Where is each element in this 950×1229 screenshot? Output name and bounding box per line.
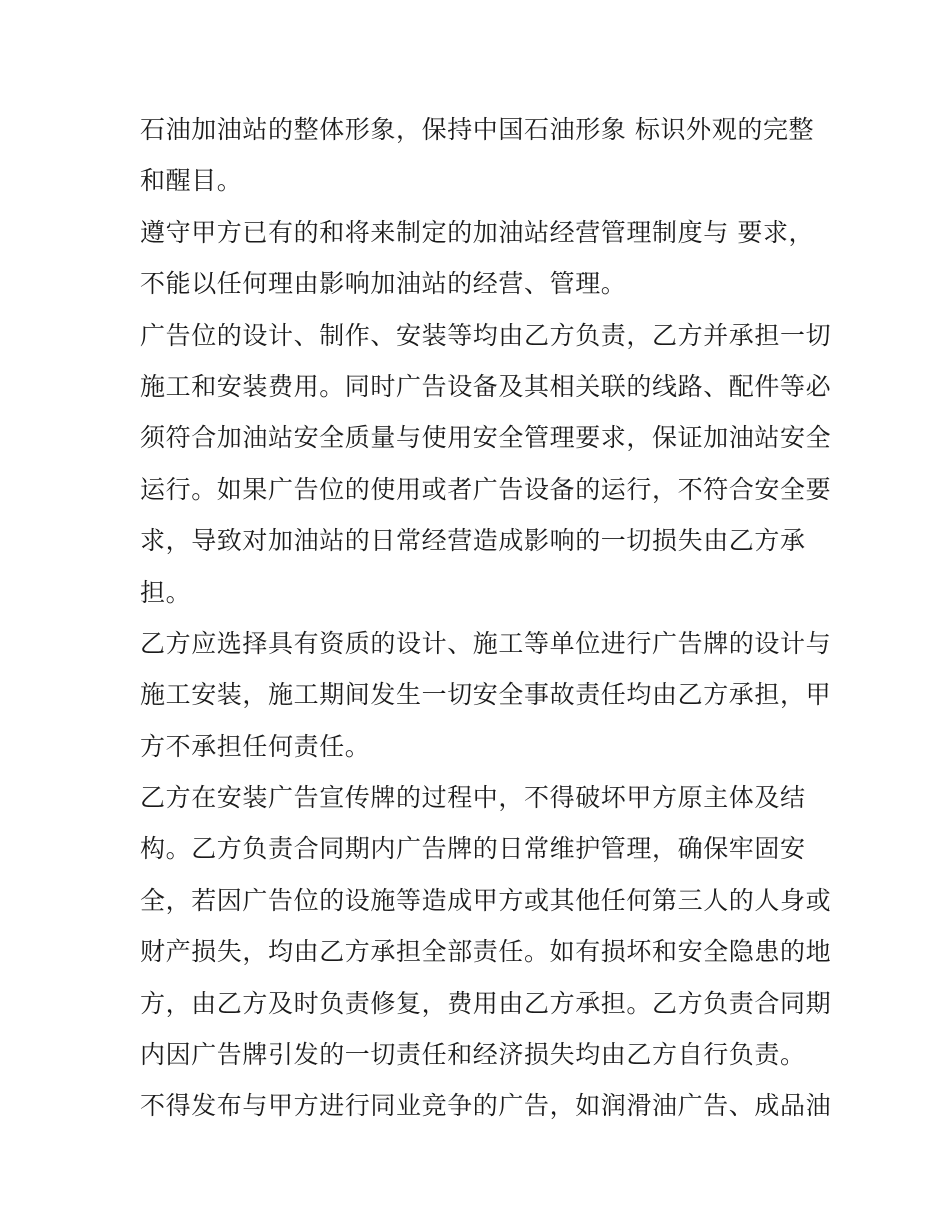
text-line: 须符合加油站安全质量与使用安全管理要求，保证加油站安全	[140, 423, 832, 453]
text-line: 广告位的设计、制作、安装等均由乙方负责，乙方并承担一切	[140, 320, 832, 350]
text-line: 乙方在安装广告宣传牌的过程中，不得破坏甲方原主体及结	[140, 783, 806, 813]
text-line: 构。乙方负责合同期内广告牌的日常维护管理，确保牢固安	[140, 834, 806, 864]
document-body	[140, 104, 832, 1132]
text-line: 和醒目。	[140, 166, 243, 196]
text-line: 全，若因广告位的设施等造成甲方或其他任何第三人的人身或	[140, 885, 832, 915]
text-line: 方不承担任何责任。	[140, 731, 371, 761]
text-line: 求，导致对加油站的日常经营造成影响的一切损失由乙方承	[140, 526, 806, 556]
text-line: 施工安装，施工期间发生一切安全事故责任均由乙方承担，甲	[140, 680, 832, 710]
text-line: 遵守甲方已有的和将来制定的加油站经营管理制度与 要求，	[140, 217, 815, 247]
text-line: 担。	[140, 577, 192, 607]
text-line: 不能以任何理由影响加油站的经营、管理。	[140, 269, 627, 299]
text-line: 内因广告牌引发的一切责任和经济损失均由乙方自行负责。	[140, 1040, 806, 1070]
text-line: 运行。如果广告位的使用或者广告设备的运行，不符合安全要	[140, 474, 832, 504]
text-line: 乙方应选择具有资质的设计、施工等单位进行广告牌的设计与	[140, 628, 832, 658]
text-line: 石油加油站的整体形象，保持中国石油形象 标识外观的完整	[140, 115, 815, 144]
text-line: 不得发布与甲方进行同业竞争的广告，如润滑油广告、成品油	[140, 1091, 832, 1121]
text-line: 方，由乙方及时负责修复，费用由乙方承担。乙方负责合同期	[140, 988, 832, 1018]
text-line: 财产损失，均由乙方承担全部责任。如有损坏和安全隐患的地	[140, 937, 832, 967]
text-line: 施工和安装费用。同时广告设备及其相关联的线路、配件等必	[140, 371, 832, 401]
